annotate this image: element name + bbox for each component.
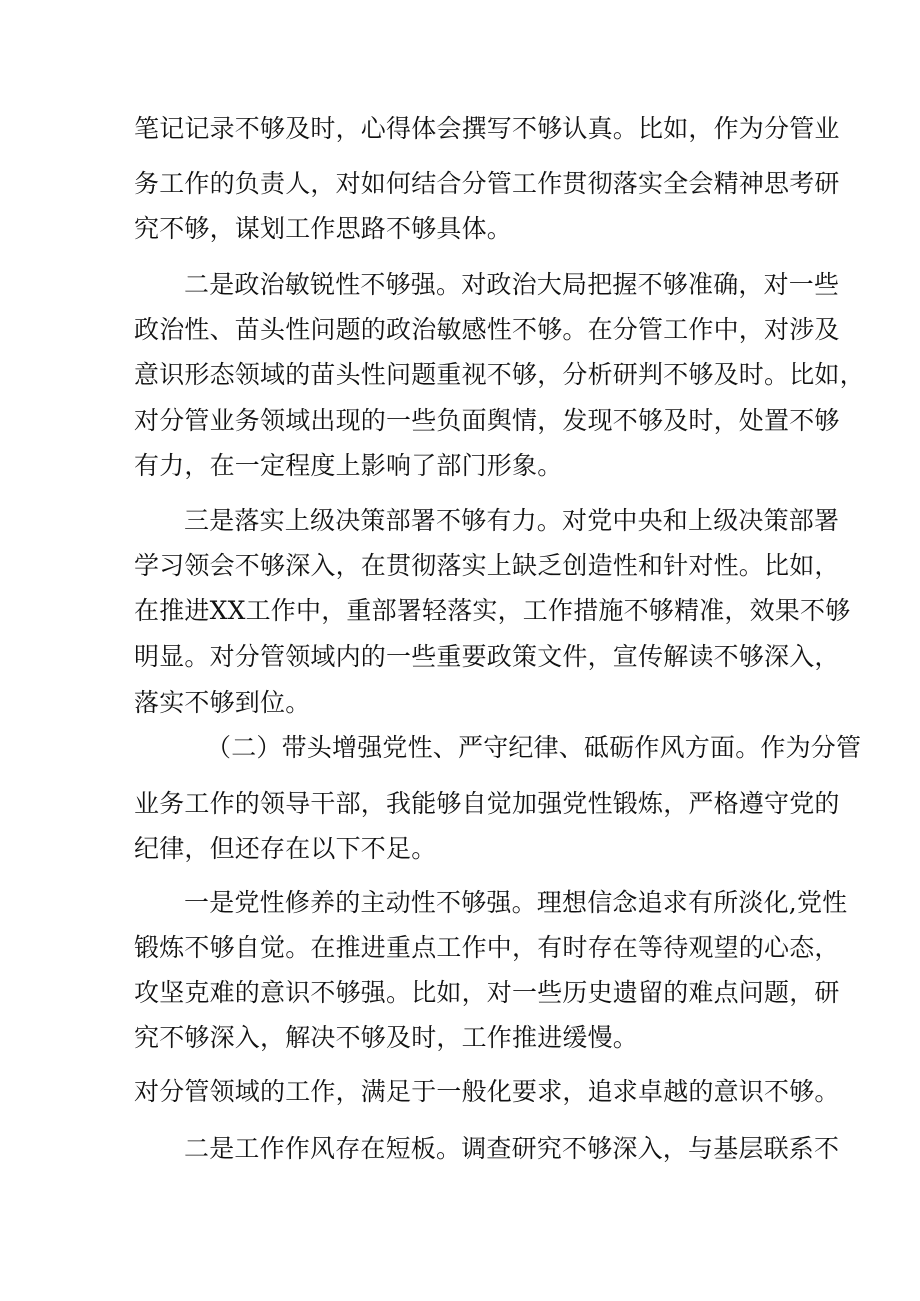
text-line-16: 纪律，但还存在以下不足。 (134, 834, 437, 863)
text-line-2: 务工作的负责人，对如何结合分管工作贯彻落实全会精神思考研 (134, 169, 840, 198)
text-line-22: 二是工作作风存在短板。调查研究不够深入，与基层联系不 (184, 1134, 840, 1163)
text-line-8: 有力，在一定程度上影响了部门形象。 (134, 451, 563, 480)
text-line-3: 究不够，谋划工作思路不够具体。 (134, 214, 513, 243)
text-line-1: 笔记记录不够及时，心得体会撰写不够认真。比如，作为分管业 (134, 114, 840, 143)
text-line-13: 落实不够到位。 (134, 688, 311, 717)
text-line-10: 学习领会不够深入，在贯彻落实上缺乏创造性和针对性。比如， (134, 551, 840, 580)
text-line-11: 在推进XX工作中，重部署轻落实，工作措施不够精准，效果不够 (134, 596, 851, 625)
text-line-17: 一是党性修养的主动性不够强。理想信念追求有所淡化,党性 (184, 888, 848, 917)
text-line-15: 业务工作的领导干部，我能够自觉加强党性锻炼，严格遵守党的 (134, 789, 840, 818)
text-line-20: 究不够深入，解决不够及时，工作推进缓慢。 (134, 1023, 639, 1052)
text-line-18: 锻炼不够自觉。在推进重点工作中，有时存在等待观望的心态， (134, 933, 840, 962)
text-line-7: 对分管业务领域出现的一些负面舆情，发现不够及时，处置不够 (134, 406, 840, 435)
text-line-19: 攻坚克难的意识不够强。比如，对一些历史遗留的难点问题，研 (134, 978, 840, 1007)
text-line-4: 二是政治敏锐性不够强。对政治大局把握不够准确，对一些 (184, 270, 840, 299)
text-line-12: 明显。对分管领域内的一些重要政策文件，宣传解读不够深入， (134, 642, 840, 671)
text-line-6: 意识形态领域的苗头性问题重视不够，分析研判不够及时。比如， (134, 360, 865, 389)
text-line-9: 三是落实上级决策部署不够有力。对党中央和上级决策部署 (184, 506, 840, 535)
text-line-21: 对分管领域的工作，满足于一般化要求，追求卓越的意识不够。 (134, 1077, 840, 1106)
section-heading-2: （二）带头增强党性、严守纪律、砥砺作风方面。作为分管 (206, 733, 862, 762)
text-line-5: 政治性、苗头性问题的政治敏感性不够。在分管工作中，对涉及 (134, 315, 840, 344)
